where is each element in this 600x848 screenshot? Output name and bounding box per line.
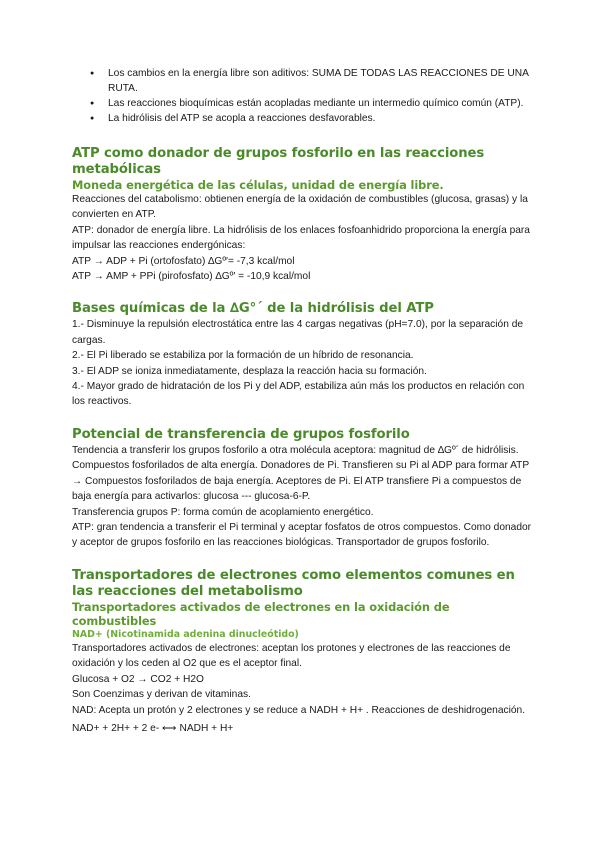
heading-potencial-transferencia: Potencial de transferencia de grupos fosforilo bbox=[72, 426, 410, 442]
equation-line: ATP → AMP + PPi (pirofosfato) ∆Gº′ = -10,9 kcal/mol bbox=[72, 271, 311, 283]
paragraph: Reacciones del catabolismo: obtienen energía de la oxidación de combustibles (glucosa, grasas) y la convierten en ATP. bbox=[72, 194, 528, 221]
paragraph: 3.- El ADP se ioniza inmediatamente, desplaza la reacción hacia su formación. bbox=[72, 365, 427, 377]
document-page bbox=[72, 66, 532, 738]
bullet-item: ● Las reacciones bioquímicas están acopladas mediante un intermedio químico común (ATP). bbox=[108, 96, 532, 111]
paragraph: 1.- Disminuye la repulsión electrostática entre las 4 cargas negativas (pH=7.0), por la separación de cargas. bbox=[72, 319, 524, 346]
subsubheading-nad: NAD+ (Nicotinamida adenina dinucleótido) bbox=[72, 628, 299, 640]
heading-atp-donador: ATP como donador de grupos fosforilo en las reacciones metabólicas bbox=[72, 146, 485, 177]
paragraph: ATP: gran tendencia a transferir el Pi terminal y aceptar fosfatos de otros compuestos. Como donador y aceptor de grupos fosforilo en las reacciones biológicas. Transportador de grupos fosforilo. bbox=[72, 521, 532, 549]
heading-bases-quimicas: Bases químicas de la ∆G°´ de la hidrólisis del ATP bbox=[72, 301, 434, 317]
equation-line: Glucosa + O2 → CO2 + H2O bbox=[72, 673, 204, 685]
paragraph: ATP: donador de energía libre. La hidrólisis de los enlaces fosfoanhidrido proporciona la energía para impulsar las reacciones endergónicas: bbox=[72, 224, 530, 252]
paragraph: 2.- El Pi liberado se estabiliza por la formación de un híbrido de resonancia. bbox=[72, 350, 414, 362]
paragraph: NAD: Acepta un protón y 2 electrones y se reduce a NADH + H+ . Reacciones de deshidrogenación. NAD+ + 2H+ + 2 e- ⟷ NADH + H+ bbox=[72, 705, 526, 734]
paragraph: Son Coenzimas y derivan de vitaminas. bbox=[72, 688, 251, 700]
paragraph: 4.- Mayor grado de hidratación de los Pi y del ADP, estabiliza aún más los productos en relación con los reactivos. bbox=[72, 381, 525, 408]
paragraph: Transportadores activados de electrones: aceptan los protones y electrones de las reacciones de oxidación y los ceden al O2 que es el aceptor final. bbox=[72, 642, 511, 670]
paragraph: Transferencia grupos P: forma común de acoplamiento energético. bbox=[72, 506, 374, 518]
paragraph: Tendencia a transferir los grupos fosforilo a otra molécula aceptora: magnitud de ∆Gº´ de hidrólisis. bbox=[72, 444, 519, 456]
heading-transportadores-electrones: Transportadores de electrones como elementos comunes en las reacciones del metabolismo bbox=[72, 567, 515, 599]
bullet-item: ● Los cambios en la energía libre son aditivos: SUMA DE TODAS LAS REACCIONES DE UNA RUTA. bbox=[108, 66, 532, 96]
paragraph: Compuestos fosforilados de alta energía. Donadores de Pi. Transfieren su Pi al ADP para formar ATP → Compuestos fosforilados de baja energía. Aceptores de Pi. El ATP transfiere Pi a compuestos de baja energía para activarlos: glucosa --- glucosa-6-P. bbox=[72, 460, 529, 503]
subheading-transportadores-activados: Transportadores activados de electrones en la oxidación de combustibles bbox=[72, 599, 450, 628]
subheading-moneda-energetica: Moneda energética de las células, unidad de energía libre. bbox=[72, 178, 444, 192]
bullet-item: ● La hidrólisis del ATP se acopla a reacciones desfavorables. bbox=[108, 111, 532, 126]
intro-bullet-list bbox=[72, 66, 532, 126]
equation-line: ATP → ADP + Pi (ortofosfato) ∆Gº′= -7,3 kcal/mol bbox=[72, 255, 295, 267]
